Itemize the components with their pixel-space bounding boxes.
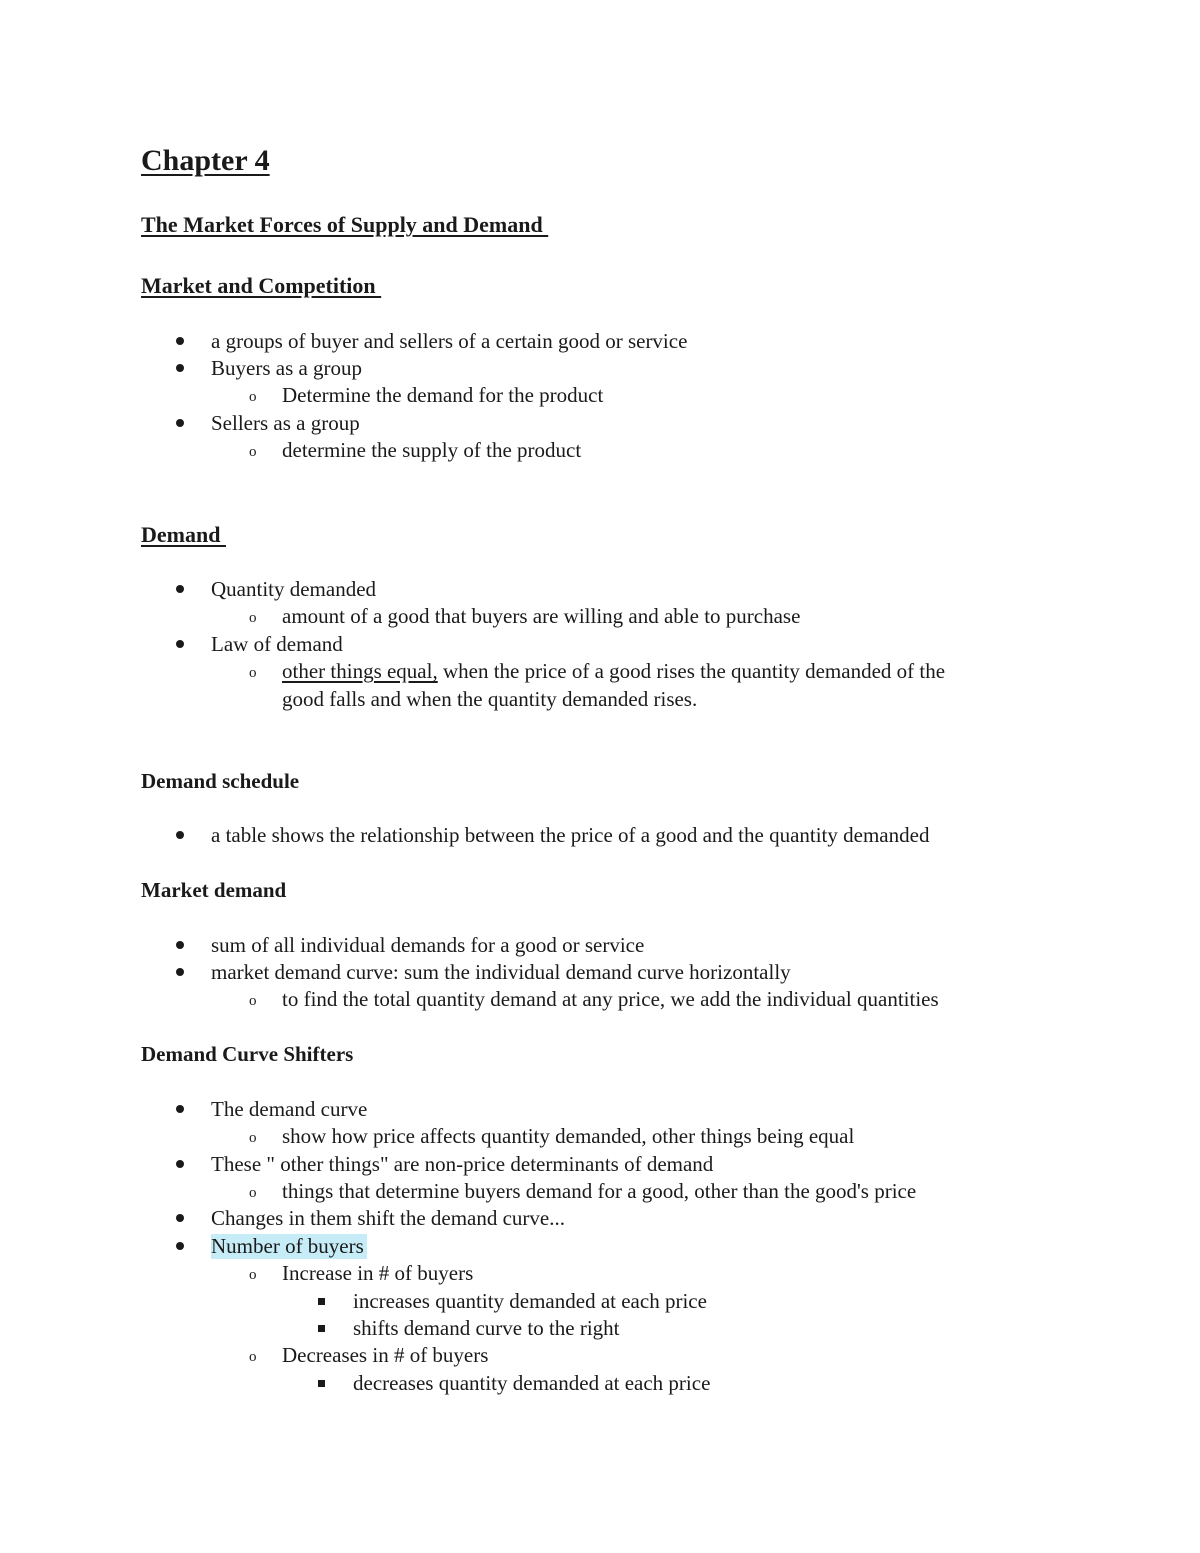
list-item: These " other things" are non-price determinants of demand bbox=[211, 1152, 714, 1176]
sub-list-item bbox=[282, 658, 945, 685]
square-bullet-icon bbox=[318, 1380, 325, 1387]
list-item: The demand curve bbox=[211, 1097, 368, 1121]
circle-bullet-icon: o bbox=[249, 993, 257, 1009]
circle-bullet-icon: o bbox=[249, 665, 257, 681]
bullet-icon bbox=[176, 419, 184, 427]
list-item: a groups of buyer and sellers of a certain good or service bbox=[211, 329, 688, 353]
list-item: market demand curve: sum the individual demand curve horizontally bbox=[211, 960, 791, 984]
bullet-icon bbox=[176, 1242, 184, 1250]
square-bullet-icon bbox=[318, 1298, 325, 1305]
sub-list-item: show how price affects quantity demanded, other things being equal bbox=[282, 1124, 855, 1148]
sub-list-item: to find the total quantity demand at any price, we add the individual quantities bbox=[282, 987, 939, 1011]
sub-list-item: Decreases in # of buyers bbox=[282, 1343, 489, 1367]
circle-bullet-icon: o bbox=[249, 389, 257, 405]
section-heading-demand-curve-shifters: Demand Curve Shifters bbox=[141, 1042, 354, 1066]
list-item: sum of all individual demands for a good or service bbox=[211, 933, 645, 957]
highlighted-text: Number of buyers bbox=[211, 1234, 367, 1259]
sub-sub-list-item: shifts demand curve to the right bbox=[353, 1316, 620, 1340]
sub-list-item-text: when the price of a good rises the quantity demanded of the bbox=[437, 659, 946, 683]
circle-bullet-icon: o bbox=[249, 1349, 257, 1365]
sub-list-item: determine the supply of the product bbox=[282, 438, 582, 462]
section-heading-demand: Demand bbox=[141, 522, 226, 547]
chapter-title: Chapter 4 bbox=[141, 144, 270, 177]
sub-sub-list-item: decreases quantity demanded at each price bbox=[353, 1371, 711, 1395]
bullet-icon bbox=[176, 941, 184, 949]
list-item: Law of demand bbox=[211, 632, 343, 656]
main-title: The Market Forces of Supply and Demand bbox=[141, 212, 549, 237]
bullet-icon bbox=[176, 831, 184, 839]
list-item: Quantity demanded bbox=[211, 577, 377, 601]
sub-list-item: amount of a good that buyers are willing and able to purchase bbox=[282, 604, 801, 628]
sub-sub-list-item: increases quantity demanded at each price bbox=[353, 1289, 707, 1313]
list-item: Changes in them shift the demand curve... bbox=[211, 1206, 565, 1230]
circle-bullet-icon: o bbox=[249, 1130, 257, 1146]
bullet-icon bbox=[176, 337, 184, 345]
sub-list-item: things that determine buyers demand for a good, other than the good's price bbox=[282, 1179, 917, 1203]
sub-list-item: Determine the demand for the product bbox=[282, 383, 604, 407]
circle-bullet-icon: o bbox=[249, 1267, 257, 1283]
bullet-icon bbox=[176, 1214, 184, 1222]
list-item bbox=[211, 1233, 367, 1260]
bullet-icon bbox=[176, 585, 184, 593]
circle-bullet-icon: o bbox=[249, 444, 257, 460]
list-item: Buyers as a group bbox=[211, 356, 363, 380]
circle-bullet-icon: o bbox=[249, 610, 257, 626]
bullet-icon bbox=[176, 968, 184, 976]
list-item: a table shows the relationship between the price of a good and the quantity demanded bbox=[211, 823, 930, 847]
underlined-phrase: other things equal, bbox=[282, 659, 438, 683]
bullet-icon bbox=[176, 640, 184, 648]
section-heading-market-competition: Market and Competition bbox=[141, 273, 382, 298]
bullet-icon bbox=[176, 1160, 184, 1168]
square-bullet-icon bbox=[318, 1325, 325, 1332]
list-item: Sellers as a group bbox=[211, 411, 360, 435]
section-heading-demand-schedule: Demand schedule bbox=[141, 769, 300, 793]
sub-list-item-continuation: good falls and when the quantity demanded rises. bbox=[282, 687, 698, 711]
bullet-icon bbox=[176, 1105, 184, 1113]
circle-bullet-icon: o bbox=[249, 1185, 257, 1201]
section-heading-market-demand: Market demand bbox=[141, 878, 287, 902]
bullet-icon bbox=[176, 364, 184, 372]
sub-list-item: Increase in # of buyers bbox=[282, 1261, 474, 1285]
